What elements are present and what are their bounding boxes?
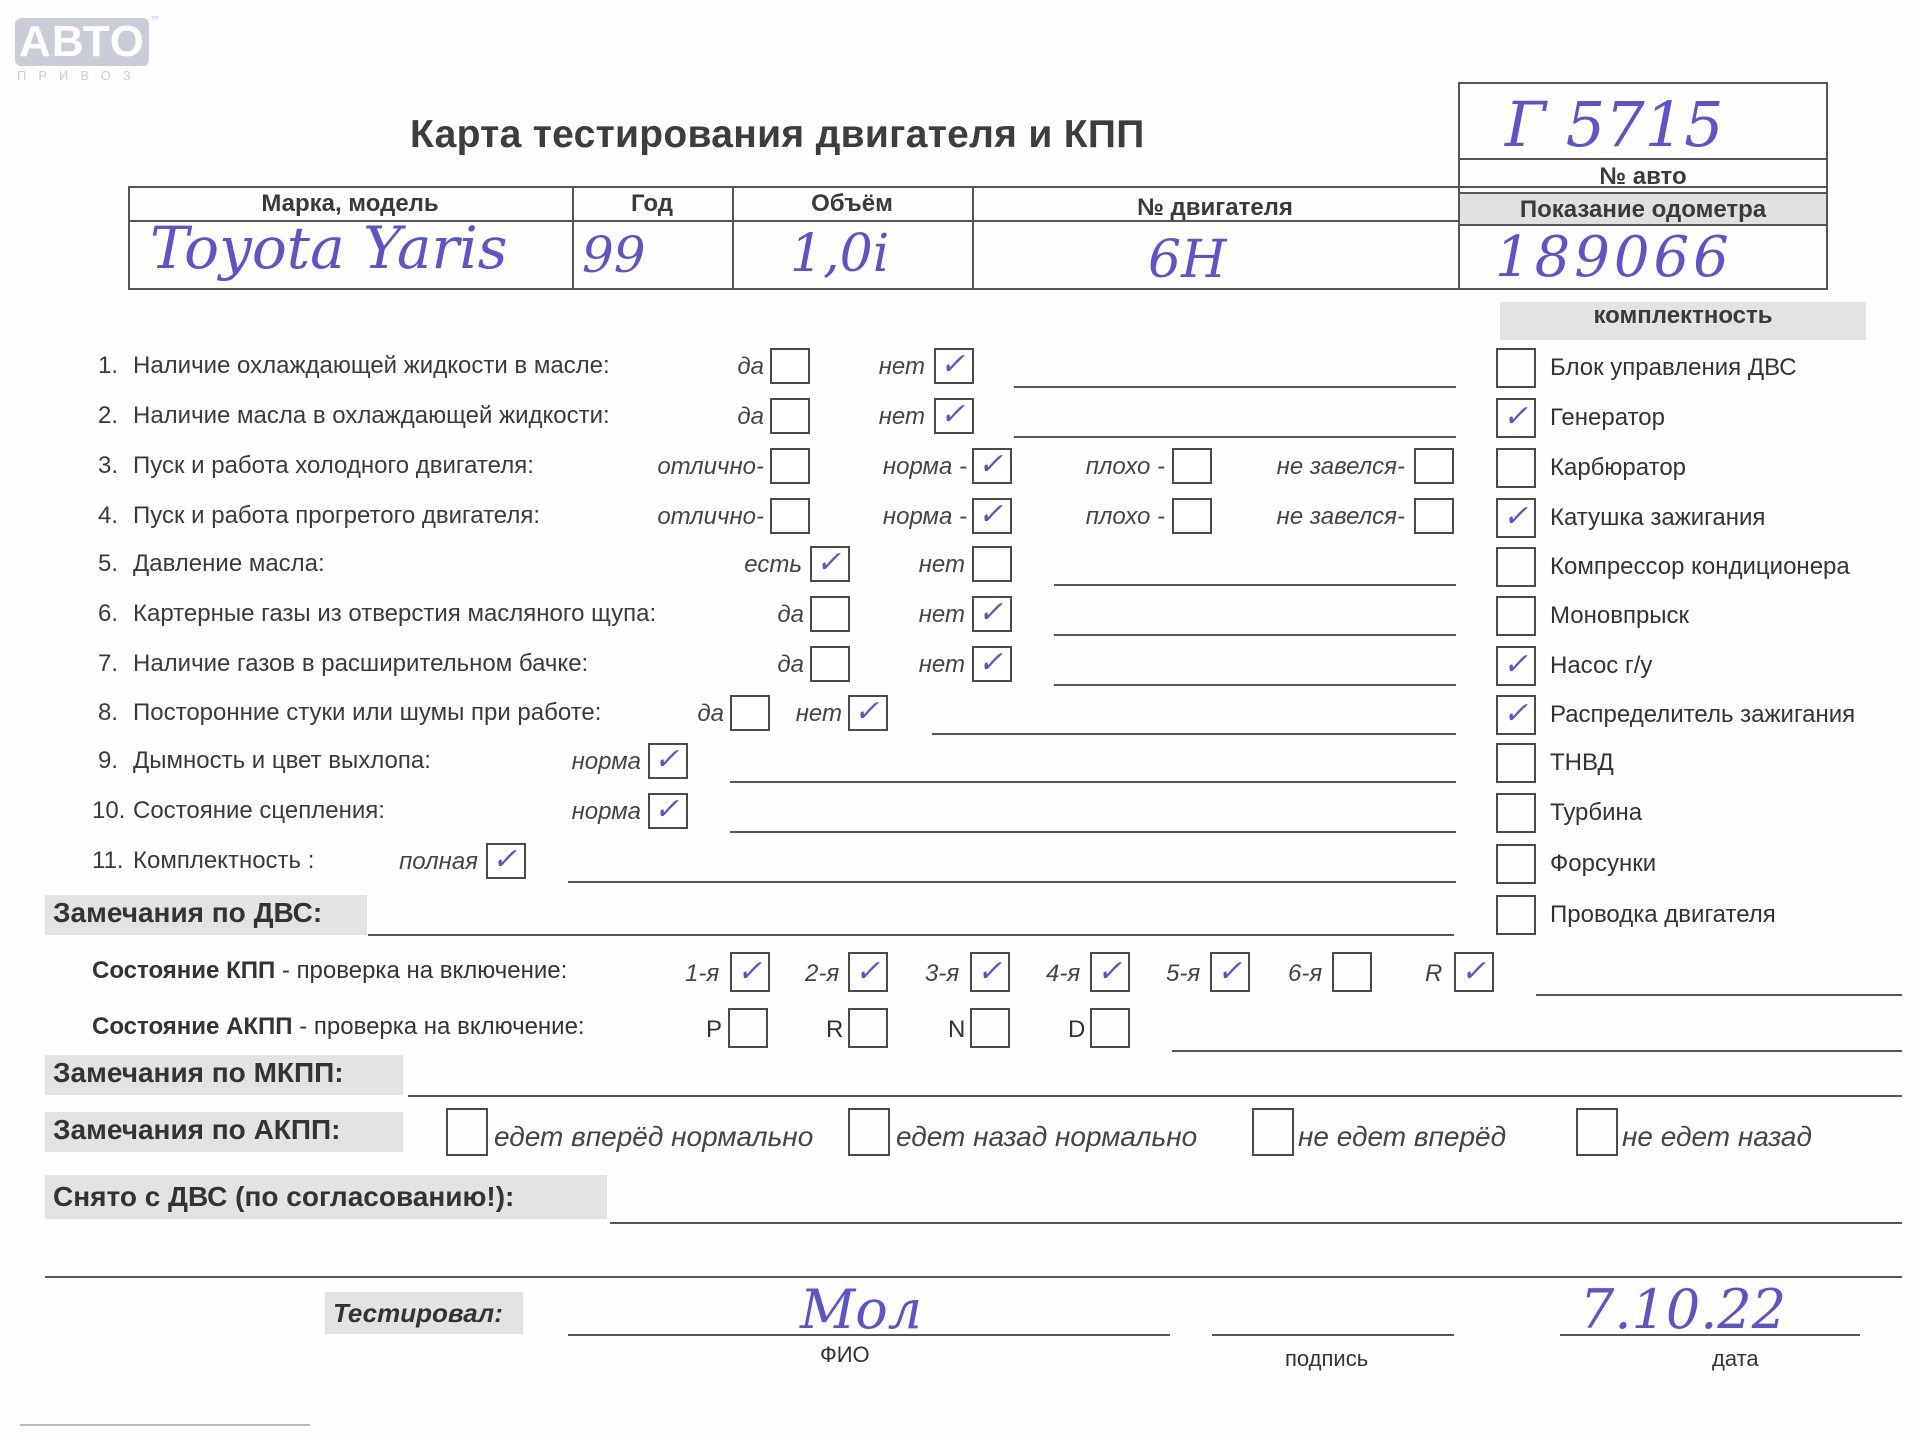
checkmark: ✓ — [1503, 499, 1529, 534]
akpp-remark-checkbox[interactable] — [446, 1108, 488, 1156]
checklist-checkbox[interactable] — [1414, 448, 1454, 484]
odometer-value: 189066 — [1495, 225, 1733, 290]
checklist-label: Посторонние стуки или шумы при работе: — [133, 699, 602, 726]
checkmark: ✓ — [816, 545, 842, 580]
equipment-item-label: Форсунки — [1550, 850, 1657, 877]
checkmark: ✓ — [855, 954, 881, 989]
checklist-label: Наличие охлаждающей жидкости в масле: — [133, 352, 610, 379]
checklist-remark-line[interactable] — [1054, 584, 1456, 586]
checkmark: ✓ — [854, 694, 880, 729]
checklist-num: 11. — [92, 847, 124, 874]
kpp-gear-label: 6-я — [1288, 960, 1323, 987]
name-label: ФИО — [820, 1342, 870, 1367]
checklist-option-label: нет — [795, 700, 842, 727]
akpp-label — [92, 1013, 585, 1041]
checkmark: ✓ — [940, 347, 966, 382]
equipment-checkbox[interactable] — [1496, 596, 1536, 636]
checklist-option-label: да — [737, 353, 764, 380]
bottom-scan-edge — [20, 1424, 310, 1426]
checkmark: ✓ — [737, 954, 763, 989]
checklist-num: 7. — [98, 650, 119, 677]
checklist-option-label: да — [777, 601, 804, 628]
akpp-label-bold: Состояние АКПП — [92, 1013, 293, 1040]
checklist-num: 6. — [98, 600, 119, 627]
checklist-option-label: норма — [571, 798, 641, 825]
checkmark: ✓ — [1097, 954, 1123, 989]
checklist-label: Картерные газы из отверстия масляного щупа: — [133, 600, 657, 627]
engine-label: № двигателя — [1137, 194, 1293, 221]
volume-value: 1,0i — [790, 224, 890, 284]
checklist-option-label: да — [737, 403, 764, 430]
checkmark: ✓ — [1503, 696, 1529, 731]
akpp-remark-option-label: не едет вперёд — [1298, 1121, 1507, 1152]
kpp-gear-label: R — [1425, 960, 1443, 987]
checklist-option-label: есть — [744, 551, 802, 578]
checklist-checkbox[interactable] — [1414, 498, 1454, 534]
checklist-remark-line[interactable] — [1014, 436, 1456, 438]
akpp-label-rest: - проверка на включение: — [292, 1013, 585, 1040]
equipment-item-label: Блок управления ДВС — [1550, 354, 1797, 381]
checkmark: ✓ — [940, 397, 966, 432]
name-value: Мол — [800, 1278, 923, 1341]
akpp-remark-option-label: не едет назад — [1622, 1121, 1812, 1152]
auto-number-value: Г 5715 — [1505, 88, 1724, 161]
equipment-checkbox[interactable] — [1496, 448, 1536, 488]
checkmark: ✓ — [654, 792, 680, 827]
year-label: Год — [631, 190, 673, 217]
kpp-gear-label: 4-я — [1046, 960, 1081, 987]
checklist-num: 3. — [98, 452, 119, 479]
checklist-option-label: норма - — [882, 453, 967, 480]
checklist-num: 5. — [98, 550, 119, 577]
checklist-label: Пуск и работа холодного двигателя: — [133, 452, 534, 479]
sign-line[interactable] — [1212, 1334, 1454, 1336]
equipment-item-label: Генератор — [1550, 404, 1665, 431]
equipment-checkbox[interactable] — [1496, 547, 1536, 587]
checklist-option-label: да — [777, 651, 804, 678]
logo-tm: ™ — [150, 14, 159, 24]
checkmark: ✓ — [654, 742, 680, 777]
checklist-num: 4. — [98, 502, 119, 529]
checklist-remark-line[interactable] — [1014, 386, 1456, 388]
kpp-gear-label: 2-я — [805, 960, 840, 987]
page-title: Карта тестирования двигателя и КПП — [410, 113, 1145, 156]
removed-label: Снято с ДВС (по согласованию!): — [45, 1175, 607, 1219]
removed-line[interactable] — [610, 1222, 1902, 1224]
checklist-option-label: норма — [571, 748, 641, 775]
equipment-item-label: Проводка двигателя — [1550, 901, 1776, 928]
checklist-option-label: отлично- — [657, 503, 764, 530]
equipment-item-label: Насос г/у — [1550, 652, 1653, 679]
akpp-remark-checkbox[interactable] — [1252, 1108, 1294, 1156]
checkmark: ✓ — [1217, 954, 1243, 989]
checklist-num: 8. — [98, 699, 119, 726]
checklist-label: Давление масла: — [133, 550, 325, 577]
checklist-num: 2. — [98, 402, 119, 429]
checklist-num: 10. — [92, 797, 126, 824]
volume-label: Объём — [811, 190, 893, 217]
kpp-gear-label: 3-я — [925, 960, 960, 987]
checklist-checkbox[interactable] — [972, 546, 1012, 582]
equipment-item-label: Катушка зажигания — [1550, 504, 1766, 531]
checklist-option-label: нет — [878, 403, 925, 430]
equipment-item-label: Турбина — [1550, 799, 1643, 826]
sign-label: подпись — [1285, 1346, 1369, 1371]
checklist-remark-line[interactable] — [932, 733, 1456, 735]
akpp-gear-checkbox[interactable] — [848, 1008, 888, 1048]
equipment-item-label: ТНВД — [1550, 749, 1614, 776]
checklist-remark-line[interactable] — [568, 881, 1456, 883]
checklist-label: Наличие газов в расширительном бачке: — [133, 650, 589, 677]
equipment-checkbox[interactable] — [1496, 793, 1536, 833]
kpp-label-bold: Состояние КПП — [92, 957, 276, 984]
equipment-item-label: Карбюратор — [1550, 454, 1687, 481]
checkmark: ✓ — [978, 595, 1004, 630]
checklist-option-label: нет — [918, 601, 965, 628]
akpp-gear-checkbox[interactable] — [970, 1008, 1010, 1048]
akpp-gear-checkbox[interactable] — [1090, 1008, 1130, 1048]
akpp-remark-option-label: едет вперёд нормально — [494, 1121, 814, 1152]
checklist-num: 9. — [98, 747, 119, 774]
make-label: Марка, модель — [261, 190, 439, 217]
checklist-option-label: плохо - — [1085, 503, 1165, 530]
checklist-remark-line[interactable] — [730, 831, 1456, 833]
kpp-line[interactable] — [1536, 994, 1902, 996]
remarks-engine-label: Замечания по ДВС: — [45, 895, 367, 935]
checklist-remark-line[interactable] — [1054, 684, 1456, 686]
checkmark: ✓ — [492, 842, 518, 877]
equipment-checkbox[interactable] — [1496, 348, 1536, 388]
akpp-gear-label: P — [706, 1016, 723, 1043]
checklist-option-label: нет — [878, 353, 925, 380]
checkmark: ✓ — [1461, 954, 1487, 989]
auto-label: № авто — [1599, 163, 1687, 190]
checkmark: ✓ — [1503, 399, 1529, 434]
checklist-option-label: не завелся- — [1276, 503, 1405, 530]
akpp-remark-checkbox[interactable] — [848, 1108, 890, 1156]
checklist-label: Комплектность : — [133, 847, 315, 874]
checklist-option-label: не завелся- — [1276, 453, 1405, 480]
remarks-akpp-label: Замечания по АКПП: — [45, 1112, 403, 1152]
logo-subtitle: ПРИВОЗ — [17, 68, 143, 83]
remarks-mkpp-line[interactable] — [408, 1095, 1902, 1097]
checklist-option-label: плохо - — [1085, 453, 1165, 480]
checkmark: ✓ — [1503, 647, 1529, 682]
akpp-gear-label: N — [948, 1016, 966, 1043]
engine-value: 6H — [1148, 230, 1227, 290]
kpp-gear-label: 5-я — [1166, 960, 1201, 987]
equipment-checkbox[interactable] — [1496, 743, 1536, 783]
checkmark: ✓ — [977, 954, 1003, 989]
kpp-label-rest: - проверка на включение: — [275, 957, 568, 984]
akpp-gear-checkbox[interactable] — [728, 1008, 768, 1048]
equipment-checkbox[interactable] — [1496, 895, 1536, 935]
kpp-gear-label: 1-я — [685, 960, 720, 987]
tested-label: Тестировал: — [325, 1292, 523, 1334]
checklist-option-label: норма - — [882, 503, 967, 530]
akpp-gear-label: D — [1068, 1016, 1086, 1043]
equipment-item-label: Распределитель зажигания — [1550, 701, 1856, 728]
checklist-label: Состояние сцепления: — [133, 797, 385, 824]
date-value: 7.10.22 — [1580, 1278, 1787, 1341]
logo: АВТО — [15, 18, 149, 66]
checklist-remark-line[interactable] — [730, 781, 1456, 783]
checkmark: ✓ — [978, 497, 1004, 532]
checklist-option-label: да — [697, 700, 724, 727]
kpp-gear-checkbox[interactable] — [1332, 952, 1372, 992]
date-label: дата — [1712, 1346, 1759, 1371]
checklist-option-label: полная — [399, 848, 478, 875]
checklist-option-label: нет — [918, 651, 965, 678]
checklist-num: 1. — [98, 352, 119, 379]
checklist-label: Дымность и цвет выхлопа: — [133, 747, 431, 774]
akpp-remark-checkbox[interactable] — [1576, 1108, 1618, 1156]
make-value: Toyota Yaris — [150, 214, 508, 282]
checklist-remark-line[interactable] — [1054, 634, 1456, 636]
checklist-label: Наличие масла в охлаждающей жидкости: — [133, 402, 610, 429]
akpp-line[interactable] — [1172, 1050, 1902, 1052]
remarks-mkpp-label: Замечания по МКПП: — [45, 1055, 403, 1095]
equipment-checkbox[interactable] — [1496, 844, 1536, 884]
akpp-gear-label: R — [826, 1016, 844, 1043]
akpp-remark-option-label: едет назад нормально — [896, 1121, 1198, 1152]
year-value: 99 — [582, 226, 646, 284]
checkmark: ✓ — [978, 645, 1004, 680]
checklist-option-label: отлично- — [657, 453, 764, 480]
equipment-item-label: Компрессор кондиционера — [1550, 553, 1850, 580]
checklist-label: Пуск и работа прогретого двигателя: — [133, 502, 541, 529]
checklist-option-label: нет — [918, 551, 965, 578]
equipment-item-label: Моновпрыск — [1550, 602, 1690, 629]
kpp-label — [92, 957, 567, 985]
remarks-engine-line[interactable] — [368, 934, 1454, 936]
checkmark: ✓ — [978, 447, 1004, 482]
odometer-label: Показание одометра — [1519, 196, 1767, 223]
equipment-title: комплектность — [1500, 302, 1866, 340]
